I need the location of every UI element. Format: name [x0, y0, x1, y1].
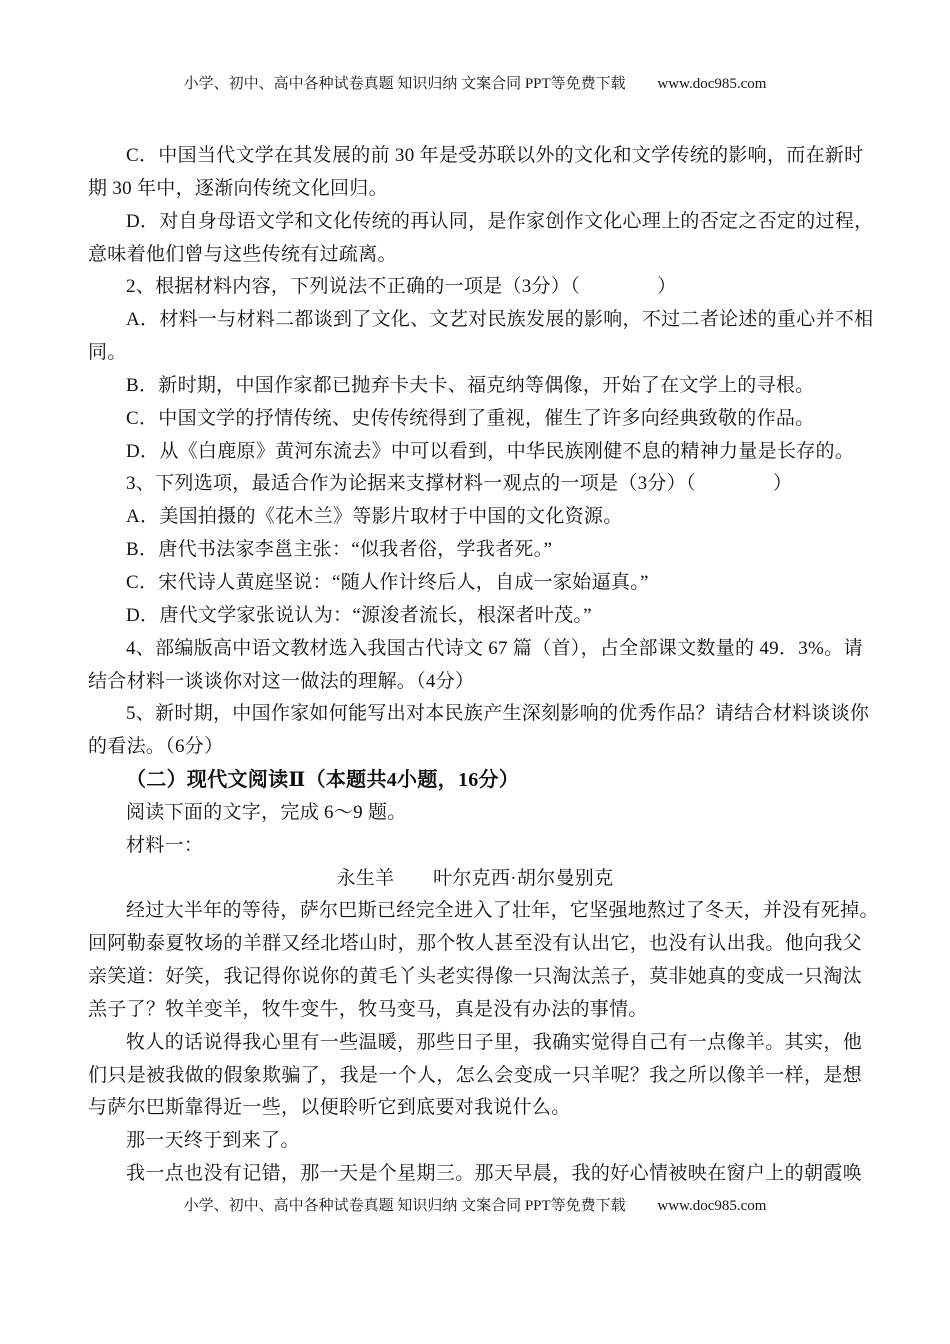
page-footer — [0, 1194, 950, 1215]
text-line: （二）现代文阅读Ⅱ（本题共4小题，16分） — [126, 769, 520, 792]
text-line: 2、根据材料内容，下列说法不正确的一项是（3分）（ ） — [126, 276, 677, 298]
page-header — [0, 72, 950, 93]
text-line: A．材料一与材料二都谈到了文化、文艺对民族发展的影响，不过二者论述的重心并不相 — [126, 309, 874, 331]
text-line: C．中国文学的抒情传统、史传传统得到了重视，催生了许多向经典致敬的作品。 — [126, 407, 815, 429]
text-line: 永生羊 叶尔克西·胡尔曼别克 — [336, 867, 614, 889]
text-line: 4、部编版高中语文教材选入我国古代诗文 67 篇（首），占全部课文数量的 49．3%。请 — [126, 637, 863, 659]
text-line: C．中国当代文学在其发展的前 30 年是受苏联以外的文化和文学传统的影响，而在新时 — [126, 145, 864, 166]
text-line: 与萨尔巴斯靠得近一些，以便聆听它到底要对我说什么。 — [88, 1097, 571, 1119]
text-line: 的看法。（6分） — [88, 736, 224, 758]
document-body — [88, 140, 879, 1191]
text-line: 回阿勒泰夏牧场的羊群又经北塔山时，那个牧人甚至没有认出它，也没有认出我。他向我父 — [88, 933, 862, 955]
text-line: 经过大半年的等待，萨尔巴斯已经完全进入了壮年，它坚强地熬过了冬天，并没有死掉。 — [126, 900, 879, 922]
text-line: 那一天终于到来了。 — [126, 1130, 300, 1152]
text-line: B．新时期，中国作家都已抛弃卡夫卡、福克纳等偶像，开始了在文学上的寻根。 — [126, 374, 815, 396]
text-line: 我一点也没有记错，那一天是个星期三。那天早晨，我的好心情被映在窗户上的朝霞唤 — [126, 1163, 862, 1185]
text-line: 阅读下面的文字，完成 6～9 题。 — [126, 801, 407, 823]
text-line: 亲笑道：好笑，我记得你说你的黄毛丫头老实得像一只淘汰羔子，莫非她真的变成一只淘汰 — [88, 966, 862, 988]
text-line: 3、下列选项，最适合作为论据来支撑材料一观点的一项是（3分）（ ） — [126, 473, 793, 495]
text-line: 5、新时期，中国作家如何能写出对本民族产生深刻影响的优秀作品？请结合材料谈谈你 — [126, 703, 870, 725]
text-line: D．对自身母语文学和文化传统的再认同，是作家创作文化心理上的否定之否定的过程， — [126, 210, 874, 232]
text-line: C．宋代诗人黄庭坚说：“随人作计终后人，自成一家始逼真。” — [126, 571, 649, 593]
footer-promo-text: 小学、初中、高中各种试卷真题 知识归纳 文案合同 PPT等免费下载 — [183, 1198, 626, 1214]
footer-site-url: www.doc985.com — [657, 1198, 767, 1214]
text-line: B．唐代书法家李邕主张：“似我者俗，学我者死。” — [126, 539, 553, 561]
text-line: 期 30 年中，逐渐向传统文化回归。 — [88, 177, 388, 199]
text-line: 牧人的话说得我心里有一些温暖，那些日子里，我确实觉得自己有一点像羊。其实，他 — [126, 1031, 862, 1053]
text-line: 同。 — [88, 342, 127, 364]
text-line: A．美国拍摄的《花木兰》等影片取材于中国的文化资源。 — [126, 506, 623, 528]
text-line: D．唐代文学家张说认为：“源浚者流长，根深者叶茂。” — [126, 604, 592, 626]
text-line: 们只是被我做的假象欺骗了，我是一个人，怎么会变成一只羊呢？我之所以像羊一样，是想 — [88, 1064, 862, 1086]
text-line: D．从《白鹿原》黄河东流去》中可以看到，中华民族刚健不息的精神力量是长存的。 — [126, 440, 855, 462]
text-line: 结合材料一谈谈你对这一做法的理解。（4分） — [88, 670, 475, 692]
text-line: 羔子了？牧羊变羊，牧牛变牛，牧马变马，真是没有办法的事情。 — [88, 998, 648, 1020]
text-line: 材料一： — [126, 834, 204, 856]
text-line: 意味着他们曾与这些传统有过疏离。 — [88, 243, 397, 265]
header-site-url: www.doc985.com — [657, 76, 767, 92]
header-promo-text: 小学、初中、高中各种试卷真题 知识归纳 文案合同 PPT等免费下载 — [183, 76, 626, 92]
